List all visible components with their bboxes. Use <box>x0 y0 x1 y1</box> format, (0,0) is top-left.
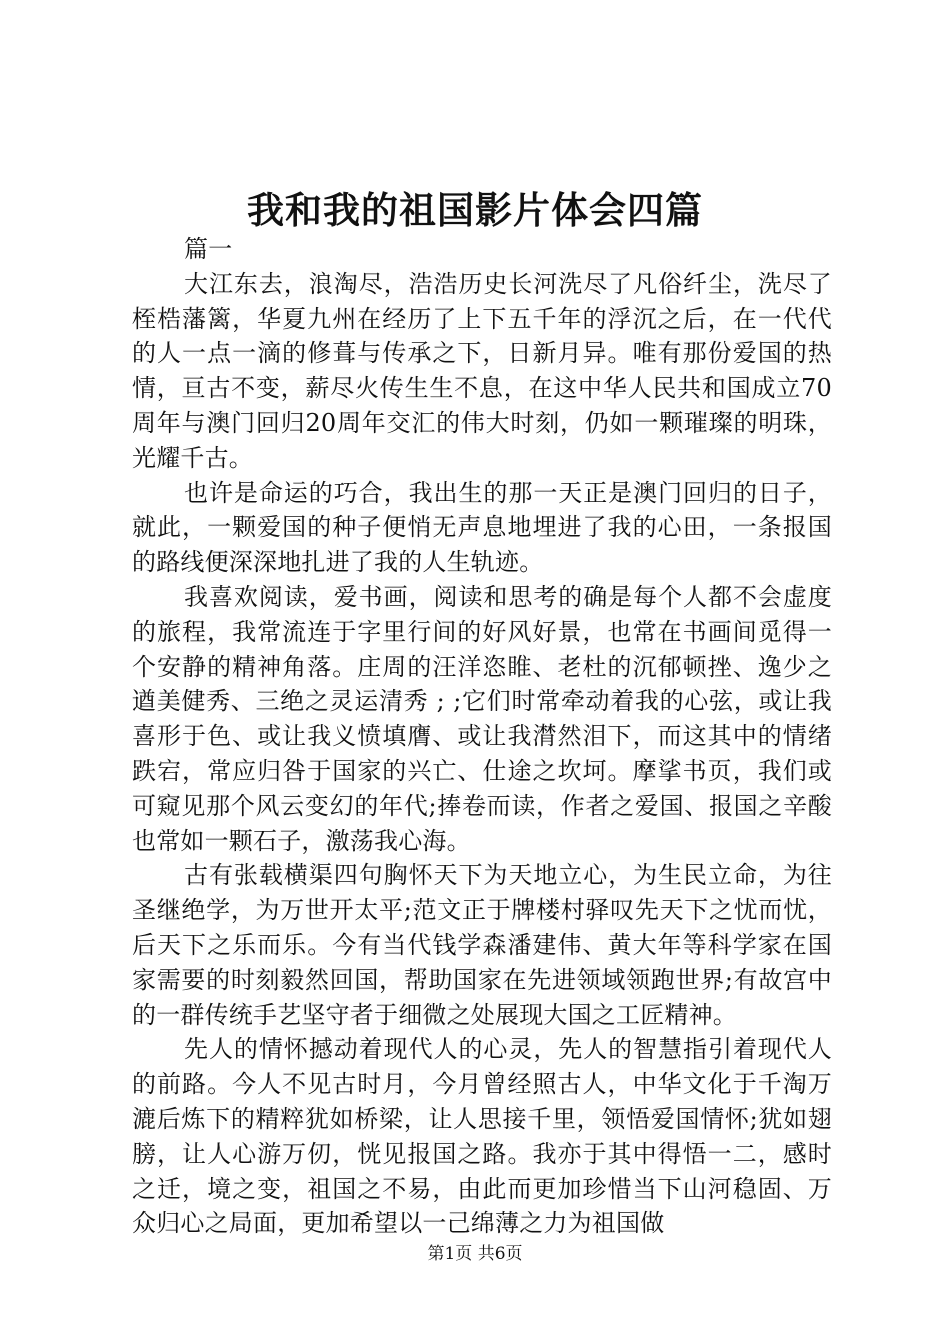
paragraph-1: 大江东去，浪淘尽，浩浩历史长河洗尽了凡俗纤尘，洗尽了桎梏藩篱，华夏九州在经历了上下五千年的浮沉之后，在一代代的人一点一滴的修葺与传承之下，日新月异。唯有那份爱国的热情，亘古不变，薪尽火传生生不息，在这中华人民共和国成立70周年与澳门回归20周年交汇的伟大时刻，仍如一颗璀璨的明珠，光耀千古。 <box>132 269 832 472</box>
document-title: 我和我的祖国影片体会四篇 <box>247 188 703 232</box>
paragraph-4: 古有张载横渠四句胸怀天下为天地立心，为生民立命，为往圣继绝学，为万世开太平;范文正于牌楼村驿叹先天下之忧而忧，后天下之乐而乐。今有当代钱学森潘建伟、黄大年等科学家在国家需要的时刻毅然回国，帮助国家在先进领域领跑世界;有故宫中的一群传统手艺坚守者于细微之处展现大国之工匠精神。 <box>132 861 832 1029</box>
paragraph-2: 也许是命运的巧合，我出生的那一天正是澳门回归的日子，就此，一颗爱国的种子便悄无声息地埋进了我的心田，一条报国的路线便深深地扎进了我的人生轨迹。 <box>132 478 832 577</box>
paragraph-5: 先人的情怀撼动着现代人的心灵，先人的智慧指引着现代人的前路。今人不见古时月，今月曾经照古人，中华文化于千淘万漉后炼下的精粹犹如桥梁，让人思接千里，领悟爱国情怀;犹如翅膀，让人心游万仞，恍见报国之路。我亦于其中得悟一二，感时之迁，境之变，祖国之不易，由此而更加珍惜当下山河稳固、万众归心之局面，更加希望以一己绵薄之力为祖国做 <box>132 1035 832 1238</box>
page-number-footer: 第1页 共6页 <box>427 1244 523 1264</box>
document-body <box>132 232 832 1241</box>
section-heading: 篇一 <box>184 235 233 263</box>
paragraph-3: 我喜欢阅读，爱书画，阅读和思考的确是每个人都不会虚度的旅程，我常流连于字里行间的好风好景，也常在书画间觅得一个安静的精神角落。庄周的汪洋恣睢、老杜的沉郁顿挫、逸少之遒美健秀、三绝之灵运清秀 ; ;它们时常牵动着我的心弦，或让我喜形于色、或让我义愤填膺、或让我潸然泪下，而这其中的情绪跌宕，常应归咎于国家的兴亡、仕途之坎坷。摩挲书页，我们或可窥见那个风云变幻的年代;捧卷而读，作者之爱国、报国之辛酸也常如一颗石子，激荡我心海。 <box>132 582 832 855</box>
